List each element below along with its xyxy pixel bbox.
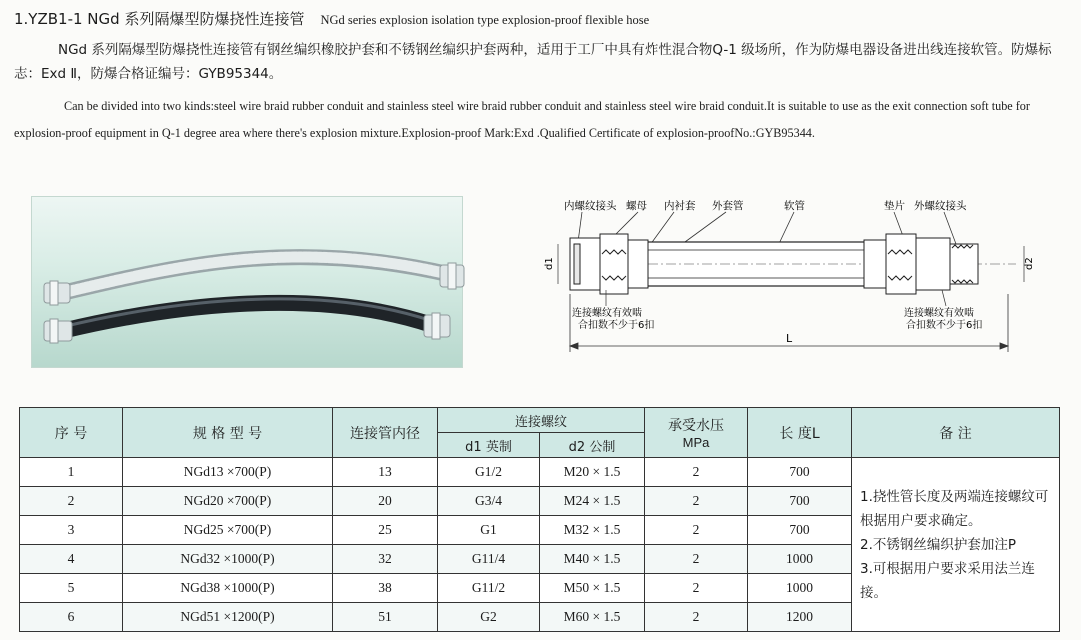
left-fitting — [570, 234, 648, 294]
cell-d1: G3/4 — [438, 487, 540, 516]
cell-inner: 25 — [333, 516, 438, 545]
cell-d1: G2 — [438, 603, 540, 632]
cell-model: NGd51 ×1200(P) — [123, 603, 333, 632]
cell-pressure: 2 — [645, 458, 748, 487]
label-nut: 螺母 — [626, 200, 647, 212]
remark-3: 3.可根据用户要求采用法兰连接。 — [860, 560, 1035, 601]
cell-inner: 13 — [333, 458, 438, 487]
label-d1: d1 — [544, 257, 555, 270]
cell-d1: G11/2 — [438, 574, 540, 603]
header-pressure-unit: MPa — [682, 435, 710, 450]
cell-length: 700 — [748, 487, 852, 516]
cell-seq: 2 — [20, 487, 123, 516]
fitting-black-left — [44, 319, 72, 343]
note-right-leader — [942, 290, 946, 306]
section-title-english: NGd series explosion isolation type explosion-proof flexible hose — [320, 13, 650, 27]
header-model: 规 格 型 号 — [123, 408, 333, 458]
header-pressure-label: 承受水压 — [668, 418, 725, 434]
section-heading — [14, 8, 649, 29]
label-outer-thread-joint: 外螺纹接头 — [914, 200, 967, 212]
label-d2: d2 — [1024, 257, 1035, 270]
section-title: 1.YZB1-1 NGd 系列隔爆型防爆挠性连接管 — [14, 10, 305, 28]
right-fitting — [864, 234, 978, 294]
cell-seq: 6 — [20, 603, 123, 632]
cell-d2: M20 × 1.5 — [540, 458, 645, 487]
product-photo — [31, 196, 463, 368]
cell-model: NGd13 ×700(P) — [123, 458, 333, 487]
cell-seq: 5 — [20, 574, 123, 603]
label-hose: 软管 — [784, 200, 805, 212]
note-right-line2: 合扣数不少于6扣 — [906, 320, 983, 331]
table-row — [20, 458, 1060, 487]
header-thread: 连接螺纹 — [438, 408, 645, 433]
cell-d2: M24 × 1.5 — [540, 487, 645, 516]
cell-seq: 3 — [20, 516, 123, 545]
cell-d2: M50 × 1.5 — [540, 574, 645, 603]
cell-length: 1000 — [748, 545, 852, 574]
specification-table — [19, 407, 1060, 632]
table-header — [20, 408, 1060, 458]
cell-d2: M40 × 1.5 — [540, 545, 645, 574]
header-seq: 序 号 — [20, 408, 123, 458]
cell-pressure: 2 — [645, 603, 748, 632]
cell-pressure: 2 — [645, 516, 748, 545]
cell-length: 1000 — [748, 574, 852, 603]
cell-length: 700 — [748, 458, 852, 487]
hose-cross-section-diagram — [546, 194, 1046, 362]
cell-inner: 20 — [333, 487, 438, 516]
cell-length: 1200 — [748, 603, 852, 632]
label-inner-thread-joint: 内螺纹接头 — [564, 200, 617, 212]
cell-model: NGd38 ×1000(P) — [123, 574, 333, 603]
cell-seq: 4 — [20, 545, 123, 574]
note-left-line1: 连接螺纹有效啮 — [572, 308, 642, 319]
table-body — [20, 458, 1060, 632]
cell-d2: M32 × 1.5 — [540, 516, 645, 545]
cell-model: NGd20 ×700(P) — [123, 487, 333, 516]
cell-inner: 38 — [333, 574, 438, 603]
header-length: 长 度L — [748, 408, 852, 458]
hose-illustration — [32, 197, 462, 367]
header-remarks: 备 注 — [852, 408, 1060, 458]
cell-pressure: 2 — [645, 487, 748, 516]
remark-2: 2.不锈钢丝编织护套加注P — [860, 536, 1017, 553]
cell-length: 700 — [748, 516, 852, 545]
remark-1: 1.挠性管长度及两端连接螺纹可根据用户要求确定。 — [860, 488, 1049, 529]
cell-d1: G1/2 — [438, 458, 540, 487]
fitting-black-right — [424, 313, 450, 339]
label-gasket: 垫片 — [884, 200, 905, 212]
cell-model: NGd25 ×700(P) — [123, 516, 333, 545]
note-right-line1: 连接螺纹有效啮 — [904, 308, 974, 319]
cell-pressure: 2 — [645, 574, 748, 603]
cell-d2: M60 × 1.5 — [540, 603, 645, 632]
cell-d1: G1 — [438, 516, 540, 545]
cell-model: NGd32 ×1000(P) — [123, 545, 333, 574]
header-pressure — [645, 408, 748, 458]
cell-pressure: 2 — [645, 545, 748, 574]
cell-inner: 32 — [333, 545, 438, 574]
header-d2: d2 公制 — [540, 433, 645, 458]
remarks-cell — [852, 458, 1060, 632]
cell-inner: 51 — [333, 603, 438, 632]
label-length: L — [786, 332, 793, 345]
description-chinese: NGd 系列隔爆型防爆挠性连接管有钢丝编织橡胶护套和不锈钢丝编织护套两种，适用于工厂中具有炸性混合物Q-1 级场所，作为防爆电器设备进出线连接软管。防爆标志：Exd Ⅱ，防爆合格证编号：GYB95344。 — [14, 42, 1052, 82]
fitting-silver-right — [440, 263, 464, 289]
label-outer-sleeve: 外套管 — [712, 200, 744, 212]
cell-d1: G11/4 — [438, 545, 540, 574]
fitting-silver-left — [44, 281, 70, 305]
header-inner-diameter: 连接管内径 — [333, 408, 438, 458]
label-inner-sleeve: 内衬套 — [664, 200, 696, 212]
description-english: Can be divided into two kinds:steel wire braid rubber conduit and stainless steel wire braid rubber conduit and stainless steel wire braid conduit.It is suitable to use as the exit connection soft tube for explosion-proof equipment in Q-1 degree area where there's explosion mixture.Explosion-proof Mark:Exd .Qualified Certificate of explosion-proofNo.:GYB95344. — [14, 99, 1030, 140]
note-left-line2: 合扣数不少于6扣 — [578, 320, 655, 331]
header-d1: d1 英制 — [438, 433, 540, 458]
cell-seq: 1 — [20, 458, 123, 487]
